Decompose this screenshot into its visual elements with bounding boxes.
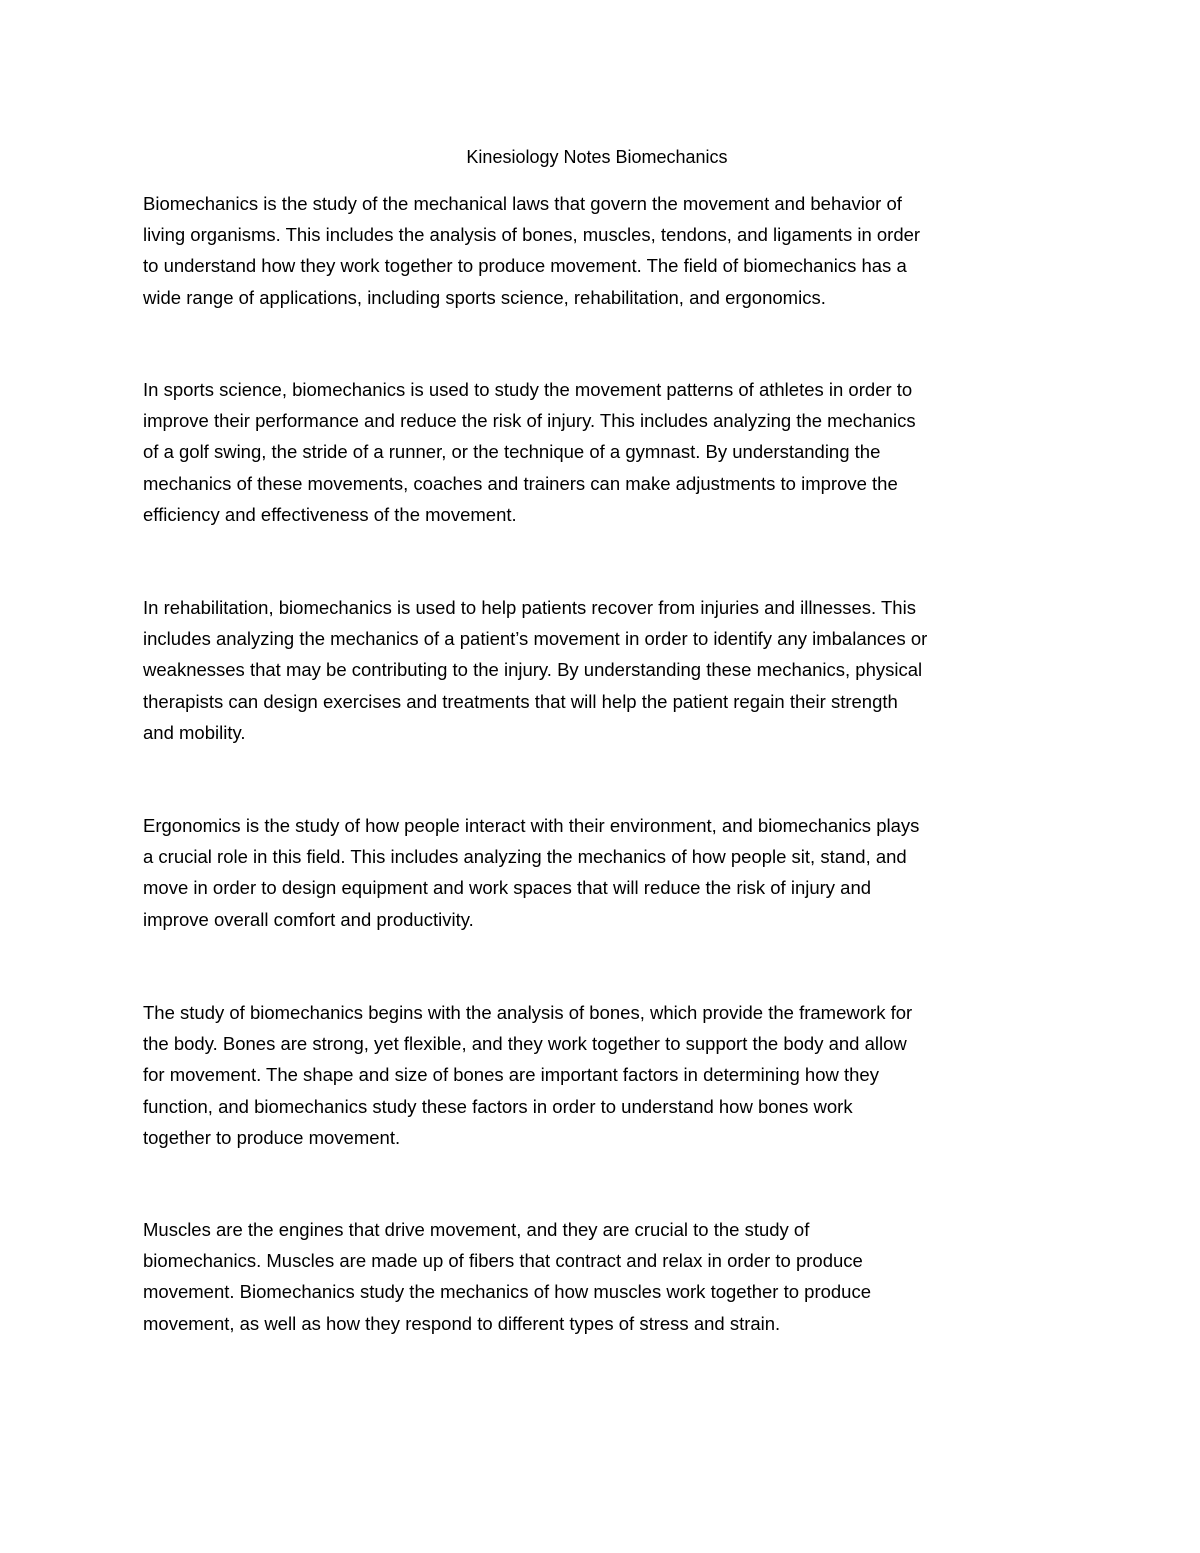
text-line: to understand how they work together to produce movement. The field of biomechanics has a <box>143 255 907 277</box>
text-line: efficiency and effectiveness of the movement. <box>143 503 517 525</box>
text-line: a crucial role in this field. This includes analyzing the mechanics of how people sit, stand, and <box>143 846 907 868</box>
paragraph-sports-science <box>143 374 916 530</box>
text-line: improve overall comfort and productivity. <box>143 908 474 930</box>
paragraph-muscles <box>143 1214 871 1339</box>
text-line: wide range of applications, including sports science, rehabilitation, and ergonomics. <box>143 286 826 308</box>
text-line: therapists can design exercises and treatments that will help the patient regain their strength <box>143 690 898 712</box>
text-line: move in order to design equipment and work spaces that will reduce the risk of injury and <box>143 877 872 899</box>
text-line: movement, as well as how they respond to different types of stress and strain. <box>143 1312 781 1334</box>
document-title: Kinesiology Notes Biomechanics <box>466 147 728 167</box>
paragraph-rehabilitation <box>143 592 927 748</box>
text-line: includes analyzing the mechanics of a patient’s movement in order to identify any imbalances or <box>143 628 928 650</box>
text-line: Biomechanics is the study of the mechanical laws that govern the movement and behavior of <box>143 193 902 214</box>
paragraph-biomechanics-definition <box>143 188 920 313</box>
text-line: and mobility. <box>143 721 246 743</box>
text-line: weaknesses that may be contributing to the injury. By understanding these mechanics, physical <box>143 659 923 681</box>
text-line: mechanics of these movements, coaches and trainers can make adjustments to improve the <box>143 472 898 494</box>
text-line: In sports science, biomechanics is used to study the movement patterns of athletes in order to <box>143 379 913 400</box>
text-line: Muscles are the engines that drive movement, and they are crucial to the study of <box>143 1219 810 1240</box>
text-line: Ergonomics is the study of how people interact with their environment, and biomechanics plays <box>143 815 920 836</box>
text-line: living organisms. This includes the analysis of bones, muscles, tendons, and ligaments in order <box>143 224 921 246</box>
paragraph-ergonomics <box>143 810 919 935</box>
text-line: together to produce movement. <box>143 1126 401 1148</box>
text-line: the body. Bones are strong, yet flexible, and they work together to support the body and allow <box>143 1033 907 1055</box>
text-line: of a golf swing, the stride of a runner, or the technique of a gymnast. By understanding the <box>143 441 881 463</box>
text-line: movement. Biomechanics study the mechanics of how muscles work together to produce <box>143 1281 872 1303</box>
paragraph-bones <box>143 997 912 1153</box>
text-line: The study of biomechanics begins with the analysis of bones, which provide the framework for <box>143 1002 913 1023</box>
text-line: function, and biomechanics study these factors in order to understand how bones work <box>143 1095 853 1117</box>
text-line: biomechanics. Muscles are made up of fibers that contract and relax in order to produce <box>143 1250 863 1272</box>
text-line: In rehabilitation, biomechanics is used to help patients recover from injuries and illnesses. This <box>143 597 916 618</box>
text-line: improve their performance and reduce the risk of injury. This includes analyzing the mechanics <box>143 410 916 432</box>
text-line: for movement. The shape and size of bones are important factors in determining how they <box>143 1064 879 1086</box>
